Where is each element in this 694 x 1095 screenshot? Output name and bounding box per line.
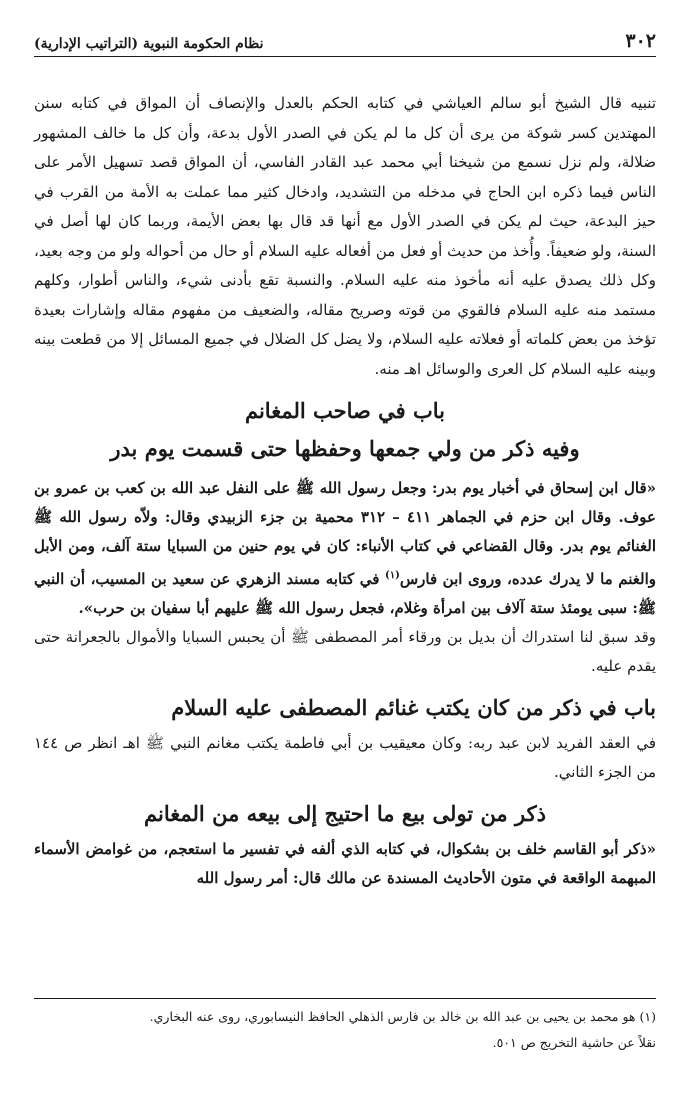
- section1-subtitle: وفيه ذكر من ولي جمعها وحفظها حتى قسمت يوم بدر: [110, 436, 580, 461]
- footnote-reference[interactable]: (١): [384, 570, 400, 581]
- section1-quote: [34, 474, 656, 623]
- section2-title: باب في ذكر من كان يكتب غنائم المصطفى عليه السلام: [171, 695, 656, 720]
- page-header: [34, 30, 656, 57]
- footnote-divider: [34, 998, 656, 999]
- section2-text: في العقد الفريد لابن عبد ربه: وكان معيقيب بن أبي فاطمة يكتب مغانم النبي ﷺ اهـ انظر ص ١٤٤ من الجزء الثاني.: [34, 734, 656, 781]
- intro-paragraph: تنبيه قال الشيخ أبو سالم العياشي في كتابه الحكم بالعدل والإنصاف أن المواق في كتابه سنن المهتدين كسر شوكة من يرى أن كل ما لم يكن في الصدر الأول بدعة، وأن كل ما خالف المشهور ضلالة، ولم نزل نسمع من شيخنا أبي محمد عبد القادر الفاسي، أن المواق قصد تسهيل الأمر على الناس فيما ذكره ابن الحاج في مدخله من التشديد، وادخال كثير مما عملت به الأمة من القرب في حيز البدعة، حيث لم يكن في الصدر الأول مع أنها قد قال بها بعض الأيمة، وربما كان لها أصل في السنة، ولو ضعيفاً. وأُخذ من حديث أو فعل من أفعاله عليه السلام أو حال من أحواله ولو من وجه بعيد، وكل ذلك يصدق عليه أنه مأخوذ منه عليه السلام. والنسبة تقع بأدنى شيء، والناس أطوار، وكلهم مستمد منه عليه السلام فالقوي من قوته وصريح مقاله، والضعيف من مفهوم مقاله وإشارات بعيدة تؤخذ من بعض كلماته أو فعلاته عليه السلام، ولا يضل كل الضلال في جميع المسائل إلا من قطعت بينه وبينه عليه السلام كل العرى والوسائل اهـ منه.: [34, 94, 656, 378]
- section1-quote-part-a: «قال ابن إسحاق في أخبار يوم بدر: وجعل رسول الله ﷺ على النفل عبد الله بن كعب بن عمرو بن عوف. وقال ابن حزم في الجماهر ٤١١ – ٣١٢ محمية بن جزء الزبيدي وقال: ولاّه رسول الله ﷺ الغنائم يوم بدر. وقال القضاعي في كتاب الأنباء: كان في يوم حنين من السبايا ستة آلف، ومن الأبل والغنم ما لا يدرك عدده، وروى ابن فارس: [34, 479, 656, 588]
- footnote-1-source: نقلاً عن حاشية التخريج ص ٥٠١.: [492, 1035, 656, 1050]
- running-title: نظام الحكومة النبوية (التراتيب الإدارية): [34, 36, 264, 52]
- footnote-1: (١) هو محمد بن يحيى بن عبد الله بن خالد بن فارس الذهلي الحافظ النيسابوري، روى عنه البخاري.: [149, 1009, 656, 1024]
- footnotes: [34, 1004, 656, 1056]
- section1-note: وقد سبق لنا استدراك أن بديل بن ورقاء أمر المصطفى ﷺ أن يحبس السبايا والأموال بالجعرانة حتى يقدم عليه.: [34, 628, 656, 675]
- page-number: ٣٠٢: [625, 30, 656, 52]
- section1-title: باب في صاحب المغانم: [244, 398, 446, 423]
- section3-quote: «ذكر أبو القاسم خلف بن بشكوال، في كتابه الذي ألفه في تفسير ما استعجم، من غوامض الأسماء المبهمة الواقعة في متون الأحاديث المسندة عن مالك قال: أمر رسول الله: [34, 840, 656, 887]
- section1-quote-part-b: في كتابه مسند الزهري عن سعيد بن المسيب، أن النبي ﷺ: سبى يومئذ ستة آلاف بين امرأة وغلام، فجعل رسول الله ﷺ عليهم أبا سفيان بن حرب».: [34, 570, 656, 617]
- section3-title: ذكر من تولى بيع ما احتيج إلى بيعه من المغانم: [144, 801, 546, 826]
